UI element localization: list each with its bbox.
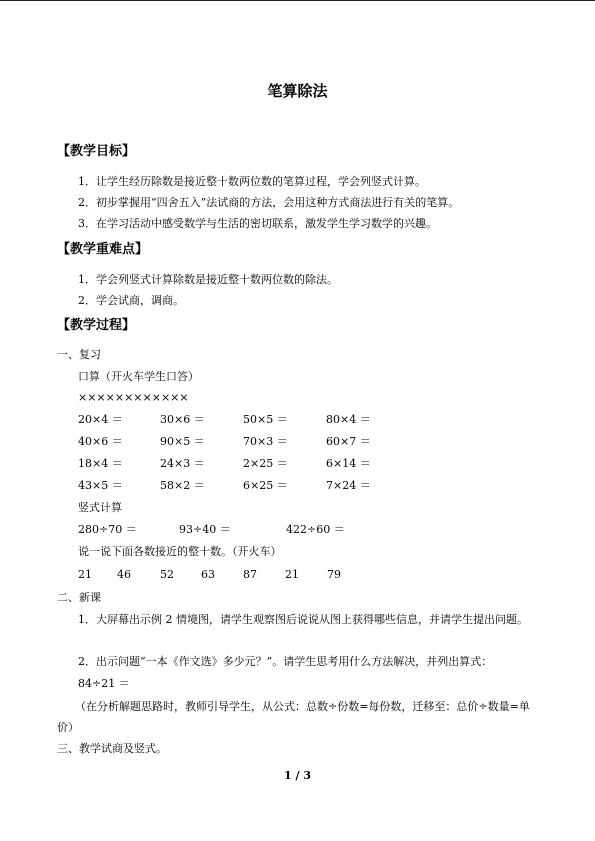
new-lesson-paragraph: 1．大屏幕出示例 2 情境图，请学生观察图后说说从图上获得哪些信息，并请学生提出问题。 [78,613,528,626]
goal-item: 1．让学生经历除数是接近整十数两位数的笔算过程，学会列竖式计算。 [78,175,426,188]
calc-cell: 70×3 ＝ [243,435,288,448]
vertical-calc-item: 422÷60 ＝ [286,523,345,536]
heading-key-points: 【教学重难点】 [57,242,149,257]
calc-cell: 20×4 ＝ [78,413,123,426]
header-rule [0,0,595,1]
new-lesson-paragraph: 2．出示问题“一本《作文选》多少元？”。请学生思考用什么方法解决，并列出算式： [78,655,493,668]
goal-item: 3．在学习活动中感受数学与生活的密切联系，激发学生学习数学的兴趣。 [78,217,437,230]
calc-cell: 40×6 ＝ [78,435,123,448]
number-item: 52 [160,568,174,581]
number-item: 46 [117,568,131,581]
calc-cell: 6×25 ＝ [243,479,288,492]
calc-cell: 18×4 ＝ [78,457,123,470]
equation: 84÷21 ＝ [78,677,130,690]
calc-cell: 24×3 ＝ [160,457,205,470]
number-item: 87 [243,568,257,581]
number-item: 79 [327,568,341,581]
number-item: 21 [285,568,299,581]
calc-cell: 2×25 ＝ [243,457,288,470]
cross-row: ×××××××××××× [78,391,189,404]
number-item: 63 [201,568,215,581]
calc-cell: 43×5 ＝ [78,479,123,492]
calc-cell: 6×14 ＝ [326,457,371,470]
calc-cell: 50×5 ＝ [243,413,288,426]
section-new-lesson-label: 二、新课 [57,591,101,604]
vertical-calc-item: 280÷70 ＝ [78,523,137,536]
heading-teaching-process: 【教学过程】 [57,318,136,333]
heading-teaching-goals: 【教学目标】 [57,144,136,159]
key-point-item: 2．学会试商，调商。 [78,294,184,307]
section-review-label: 一、复习 [57,348,101,361]
calc-cell: 58×2 ＝ [160,479,205,492]
round-number-label: 说一说下面各数接近的整十数。（开火车） [78,545,282,558]
section-part3-label: 三、教学试商及竖式。 [57,742,167,755]
vertical-calc-label: 竖式计算 [78,501,122,514]
calc-cell: 90×5 ＝ [160,435,205,448]
vertical-calc-item: 93÷40 ＝ [179,523,231,536]
calc-cell: 80×4 ＝ [326,413,371,426]
number-item: 21 [78,568,92,581]
analysis-note: （在分析解题思路时，教师引导学生，从公式：总数÷份数=每份数，迁移至：总价÷数量=单价） [57,700,530,734]
page-title: 笔算除法 [267,82,328,100]
calc-cell: 60×7 ＝ [326,435,371,448]
goal-item: 2．初步掌握用“四舍五入”法试商的方法，会用这种方式商法进行有关的笔算。 [78,196,460,209]
calc-cell: 30×6 ＝ [160,413,205,426]
oral-calc-label: 口算（开火车学生口答） [78,370,199,383]
page-number: 1 / 3 [284,769,311,782]
key-point-item: 1．学会列竖式计算除数是接近整十数两位数的除法。 [78,273,338,286]
calc-cell: 7×24 ＝ [326,479,371,492]
